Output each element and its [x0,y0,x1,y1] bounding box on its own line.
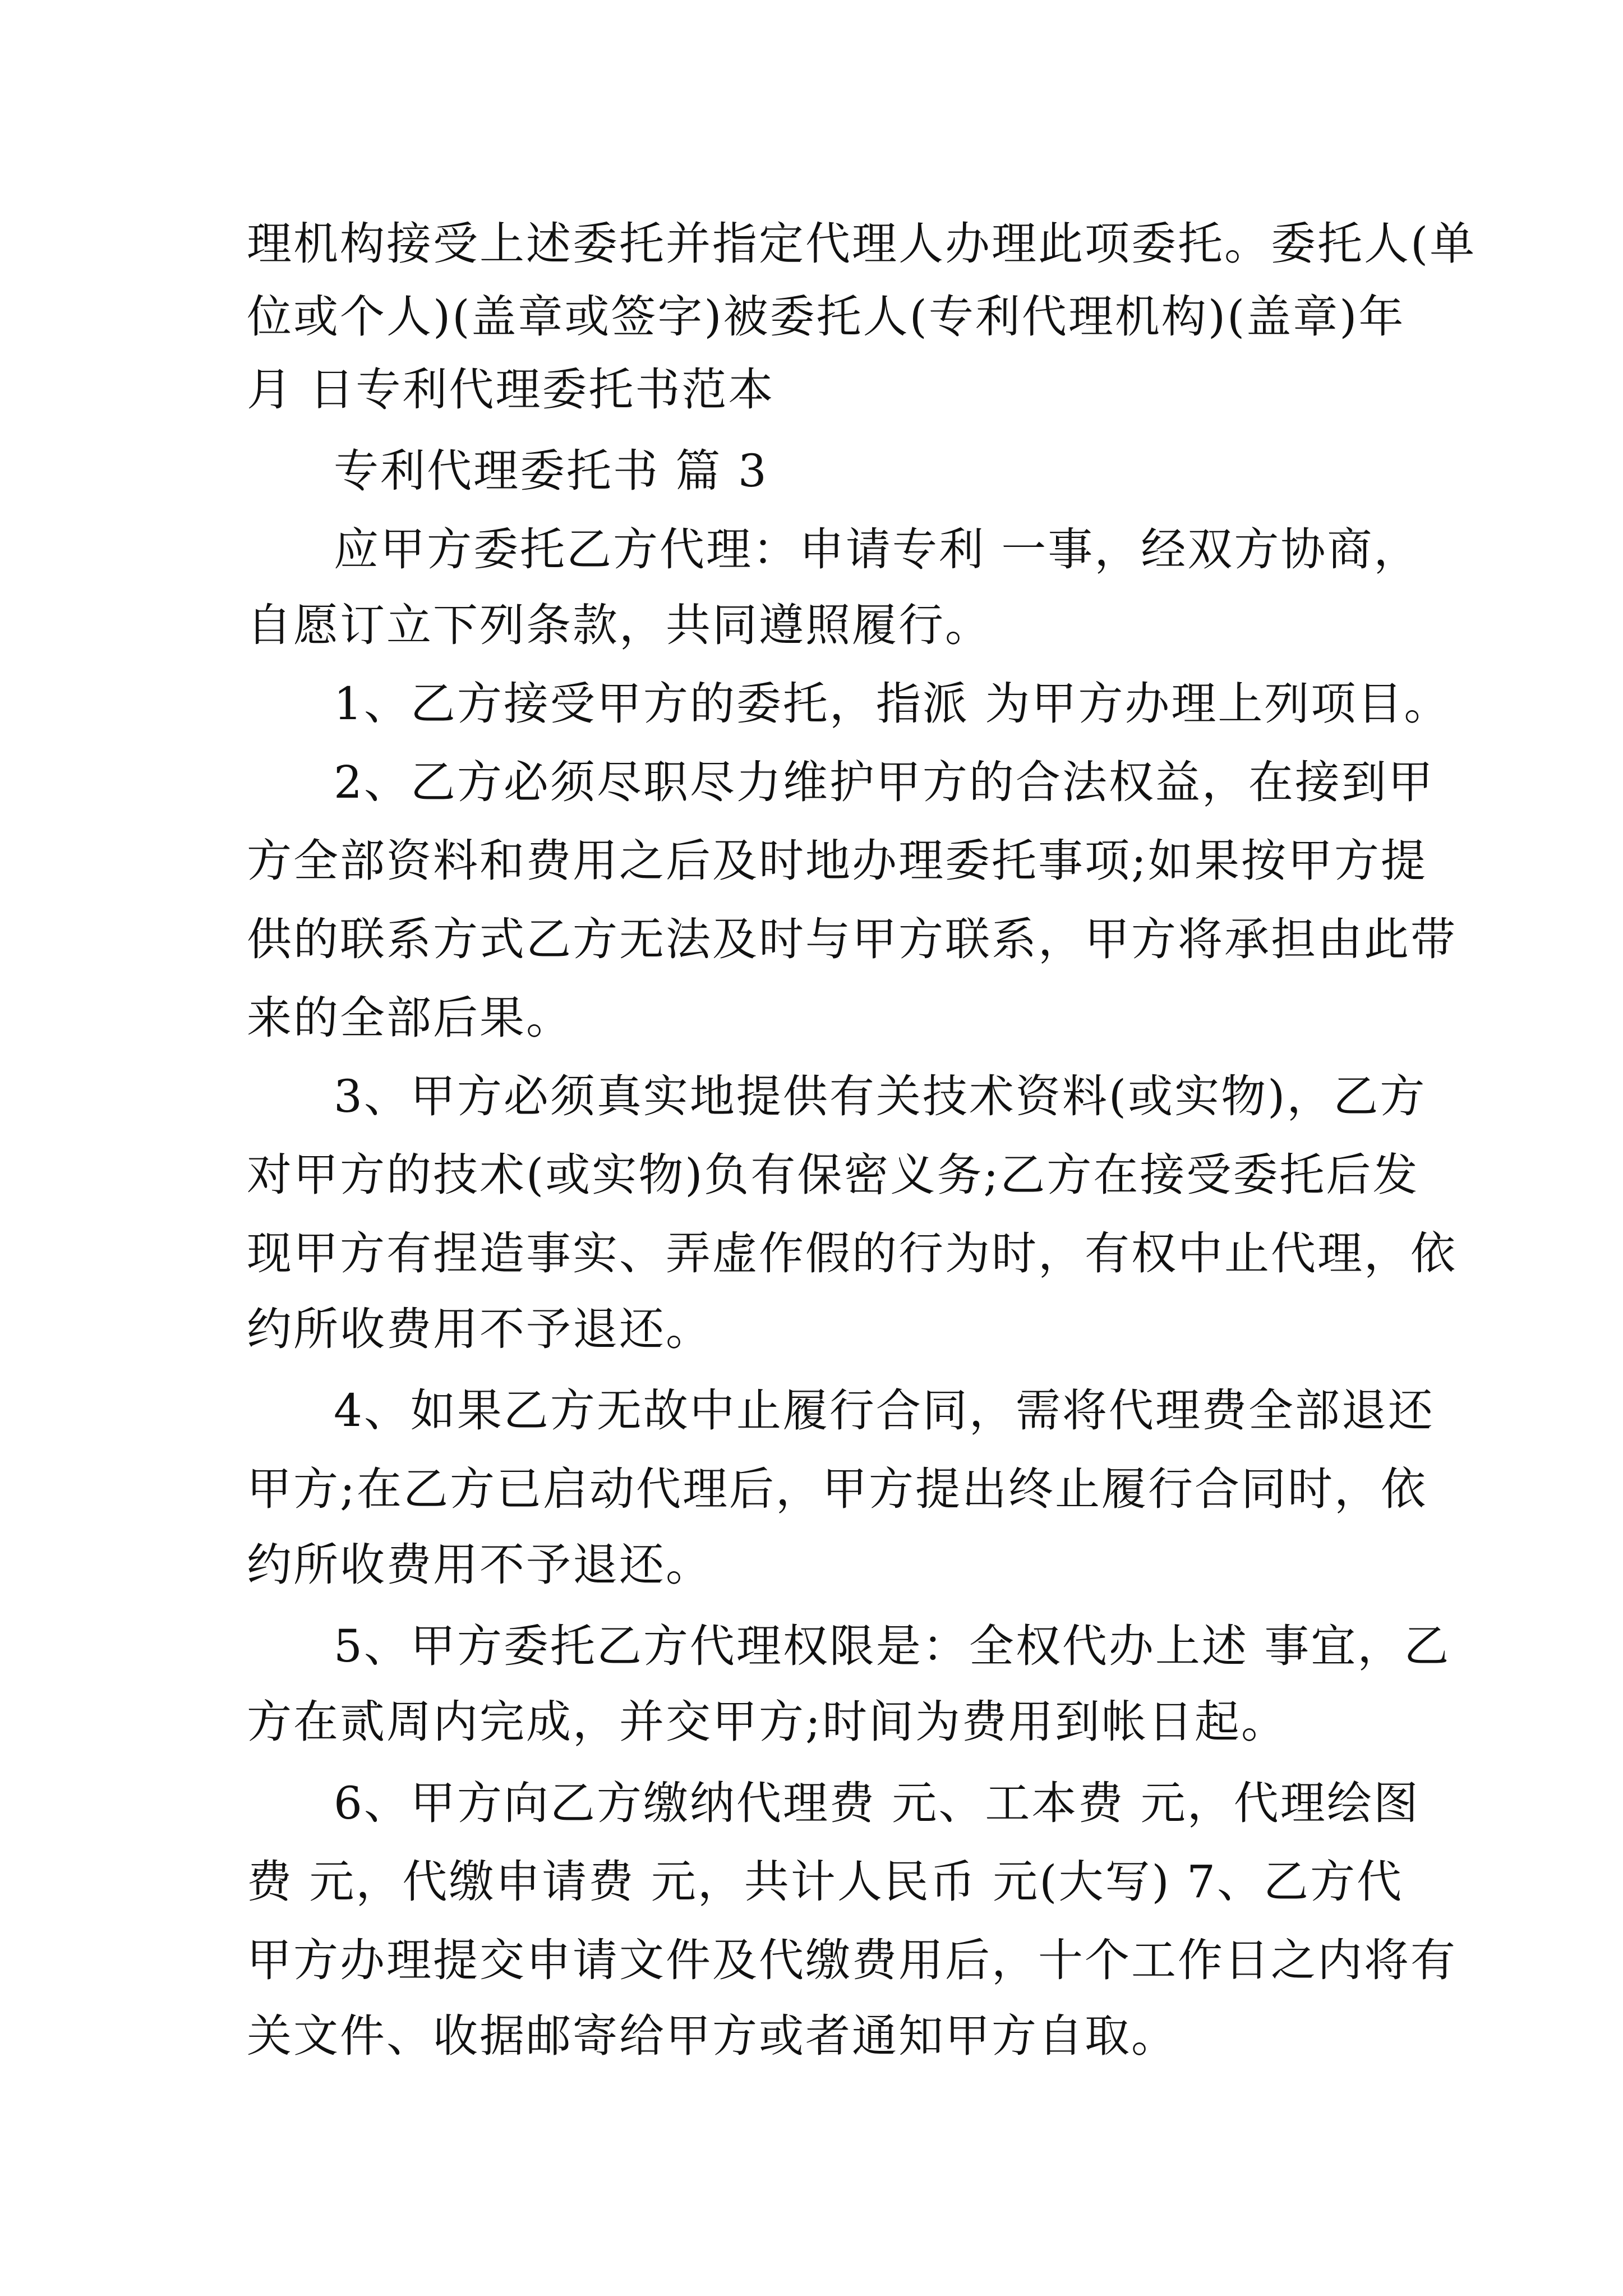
section-heading: 专利代理委托书 篇 3 [334,445,768,497]
text-line: 约所收费用不予退还。 [247,1303,712,1355]
text-line: 自愿订立下列条款，共同遵照履行。 [247,599,992,651]
text-line: 关文件、收据邮寄给甲方或者通知甲方自取。 [247,2010,1178,2062]
text-line: 5、甲方委托乙方代理权限是：全权代办上述 事宜，乙 [334,1620,1451,1672]
text-line: 应甲方委托乙方代理：申请专利 一事，经双方协商， [334,523,1421,576]
text-line: 月 日专利代理委托书范本 [247,364,775,416]
text-line: 位或个人)(盖章或签字)被委托人(专利代理机构)(盖章)年 [247,291,1405,343]
text-line: 方全部资料和费用之后及时地办理委托事项;如果按甲方提 [247,835,1427,887]
text-line: 1、乙方接受甲方的委托，指派 为甲方办理上列项目。 [334,678,1451,730]
text-line: 甲方办理提交申请文件及代缴费用后，十个工作日之内将有 [247,1934,1457,1986]
text-line: 2、乙方必须尽职尽力维护甲方的合法权益，在接到甲 [334,756,1435,808]
text-line: 约所收费用不予退还。 [247,1539,712,1591]
text-line: 现甲方有捏造事实、弄虚作假的行为时，有权中止代理，依 [247,1227,1457,1280]
text-line: 费 元，代缴申请费 元，共计人民币 元(大写) 7、乙方代 [247,1856,1404,1908]
text-line: 方在贰周内完成，并交甲方;时间为费用到帐日起。 [247,1696,1288,1748]
text-line: 理机构接受上述委托并指定代理人办理此项委托。委托人(单 [247,218,1477,270]
text-line: 甲方;在乙方已启动代理后，甲方提出终止履行合同时，依 [247,1463,1427,1515]
text-line: 4、如果乙方无故中止履行合同，需将代理费全部退还 [334,1384,1435,1437]
text-line: 供的联系方式乙方无法及时与甲方联系，甲方将承担由此带 [247,913,1457,965]
text-line: 3、甲方必须真实地提供有关技术资料(或实物)，乙方 [334,1070,1427,1122]
text-line: 来的全部后果。 [247,992,573,1044]
text-line: 对甲方的技术(或实物)负有保密义务;乙方在接受委托后发 [247,1149,1419,1201]
text-line: 6、甲方向乙方缴纳代理费 元、工本费 元，代理绘图 [334,1777,1420,1829]
